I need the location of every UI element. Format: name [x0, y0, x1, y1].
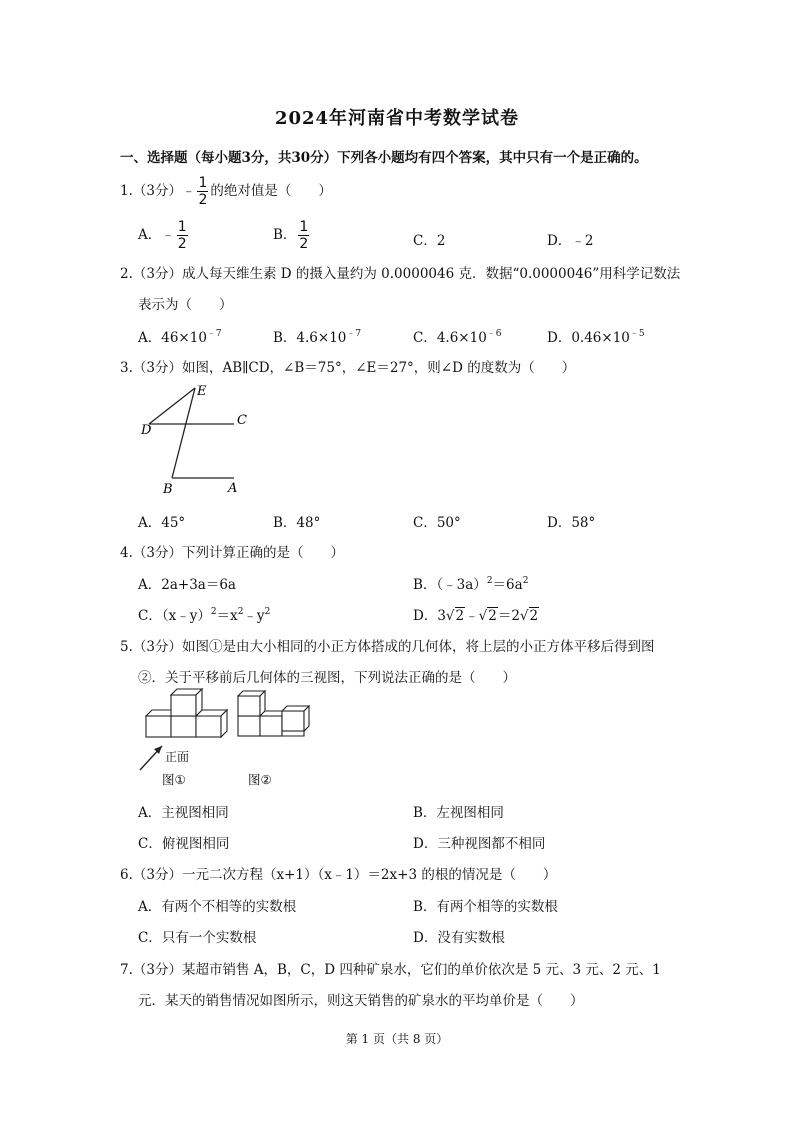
q5-option-d[interactable]: D．三种视图都不相同 [413, 836, 546, 852]
page-title: 2024年河南省中考数学试卷 [274, 108, 520, 129]
cube-front-upper [171, 695, 196, 716]
cube-front-upper [238, 696, 260, 716]
q4-c-exp: 2 [210, 607, 217, 617]
q1-a-label: A． [138, 227, 162, 243]
cube-front [146, 716, 171, 737]
q4-option-c[interactable] [138, 604, 270, 624]
q3-option-d[interactable]: D．58° [547, 515, 596, 531]
q1-rest: 的绝对值是（ ） [210, 183, 332, 199]
q4-d-radicand3: 2 [529, 608, 539, 624]
q3-option-b[interactable]: B．48° [273, 515, 321, 531]
q2-option-a[interactable] [138, 326, 222, 346]
q2-option-c[interactable] [413, 326, 502, 346]
q4-option-a[interactable]: A．2a+3a＝6a [138, 577, 236, 593]
figure-2-caption: 图② [248, 772, 272, 787]
question-2-line1: 2.（3分）成人每天维生素 D 的摄入量约为 0.0000046 克．数据“0.0000046”用科学记数法 [120, 266, 681, 282]
question-5-line1: 5.（3分）如图①是由大小相同的小正方体搭成的几何体，将上层的小正方体平移后得到图 [120, 639, 655, 655]
q1-option-b[interactable] [273, 220, 311, 251]
question-1 [120, 176, 332, 207]
cube-front [260, 716, 282, 736]
q2-c-text: C．4.6×10 [413, 330, 487, 346]
q6-option-b[interactable]: B．有两个相等的实数根 [413, 899, 558, 915]
question-4: 4.（3分）下列计算正确的是（ ） [120, 545, 344, 561]
q4-b-exp: 2 [486, 576, 493, 586]
q4-option-d[interactable]: D．3√2﹣√2＝2√2 [413, 608, 539, 624]
q3-geometry-figure [136, 380, 256, 500]
q5-option-b[interactable]: B．左视图相同 [413, 805, 504, 821]
q4-d-radicand2: 2 [488, 608, 497, 624]
question-2-line2: 表示为（ ） [138, 297, 233, 313]
label-B: B [163, 482, 173, 497]
front-view-label: 正面 [165, 750, 190, 764]
q1-prefix: 1.（3分） [120, 183, 182, 199]
cube-front [171, 716, 196, 737]
q1-b-label: B． [273, 227, 297, 243]
q4-b-post: ＝6a [492, 577, 523, 593]
q4-d-minus: ﹣ [465, 608, 479, 624]
q1-b-num: 1 [299, 219, 309, 235]
q1-fraction [197, 176, 208, 207]
q2-d-text: D．0.46×10 [547, 330, 630, 346]
q4-c-pre: C．（x﹣y） [138, 608, 211, 624]
q6-option-c[interactable]: C．只有一个实数根 [138, 930, 257, 946]
question-5-line2: ②．关于平移前后几何体的三视图，下列说法正确的是（ ） [138, 670, 516, 686]
q1-option-d[interactable]: D．﹣2 [547, 233, 594, 249]
q4-c-exp2: 2 [237, 607, 244, 617]
q4-c-exp3: 2 [264, 607, 271, 617]
q1-b-fraction [298, 220, 309, 251]
q6-option-d[interactable]: D．没有实数根 [413, 930, 505, 946]
line-EB [172, 388, 195, 478]
q1-a-minus: ﹣ [161, 227, 175, 243]
q4-d-label: D． [413, 608, 438, 624]
q2-option-d[interactable] [547, 326, 645, 346]
q2-d-exp: ﹣5 [629, 329, 645, 339]
q2-b-text: B．4.6×10 [273, 330, 347, 346]
q5-option-a[interactable]: A．主视图相同 [138, 805, 229, 821]
q3-option-a[interactable]: A．45° [138, 515, 186, 531]
section-heading: 一、选择题（每小题3分，共30分）下列各小题均有四个答案，其中只有一个是正确的。 [120, 150, 648, 166]
q1-a-fraction [177, 220, 188, 251]
page-footer: 第 1 页（共 8 页） [345, 1032, 449, 1046]
q2-c-exp: ﹣6 [486, 329, 502, 339]
figure-1-caption: 图① [162, 772, 186, 787]
question-6: 6.（3分）一元二次方程（x+1）（x﹣1）＝2x+3 的根的情况是（ ） [120, 867, 557, 883]
q2-a-exp: ﹣7 [206, 329, 222, 339]
q1-b-den: 2 [299, 236, 309, 252]
q4-option-b[interactable] [413, 573, 528, 593]
cube-side-face [304, 706, 309, 731]
q6-option-a[interactable]: A．有两个不相等的实数根 [138, 899, 297, 915]
figure-1-cubes [146, 689, 309, 737]
q2-option-b[interactable] [273, 326, 361, 346]
q1-option-c[interactable]: C．2 [413, 233, 446, 249]
q1-minus: ﹣ [181, 183, 196, 199]
cube-front [196, 716, 221, 737]
label-C: C [237, 413, 247, 428]
q1-a-den: 2 [177, 236, 187, 252]
cube-front [238, 716, 260, 736]
label-D: D [141, 423, 152, 438]
q4-d-radicand1: 2 [455, 608, 465, 624]
q4-c-mid: ＝x [216, 608, 238, 624]
question-7-line1: 7.（3分）某超市销售 A，B，C，D 四种矿泉水，它们的单价依次是 5 元、3 元、2 元、1 [120, 962, 661, 978]
q1-a-num: 1 [177, 219, 187, 235]
q4-c-mid2: ﹣y [243, 608, 265, 624]
q1-den: 2 [198, 192, 208, 208]
label-A: A [228, 481, 238, 496]
line-ED [149, 388, 195, 424]
question-3: 3.（3分）如图，AB∥CD，∠B＝75°，∠E＝27°，则∠D 的度数为（ ） [120, 360, 576, 376]
q4-b-pre: B．（﹣3a） [413, 577, 487, 593]
q2-a-text: A．46×10 [138, 330, 207, 346]
cube-back [282, 711, 304, 731]
label-E: E [197, 384, 207, 399]
q4-d-eq: ＝2 [497, 608, 520, 624]
q3-option-c[interactable]: C．50° [413, 515, 461, 531]
q4-b-exp2: 2 [522, 576, 529, 586]
q4-d-coef: 3 [437, 608, 446, 624]
q1-option-a[interactable] [138, 220, 190, 251]
q5-option-c[interactable]: C．俯视图相同 [138, 836, 230, 852]
question-7-line2: 元．某天的销售情况如图所示，则这天销售的矿泉水的平均单价是（ ） [138, 993, 584, 1009]
q5-cubes-figure [134, 688, 314, 788]
q1-num: 1 [198, 175, 208, 191]
q2-b-exp: ﹣7 [346, 329, 362, 339]
